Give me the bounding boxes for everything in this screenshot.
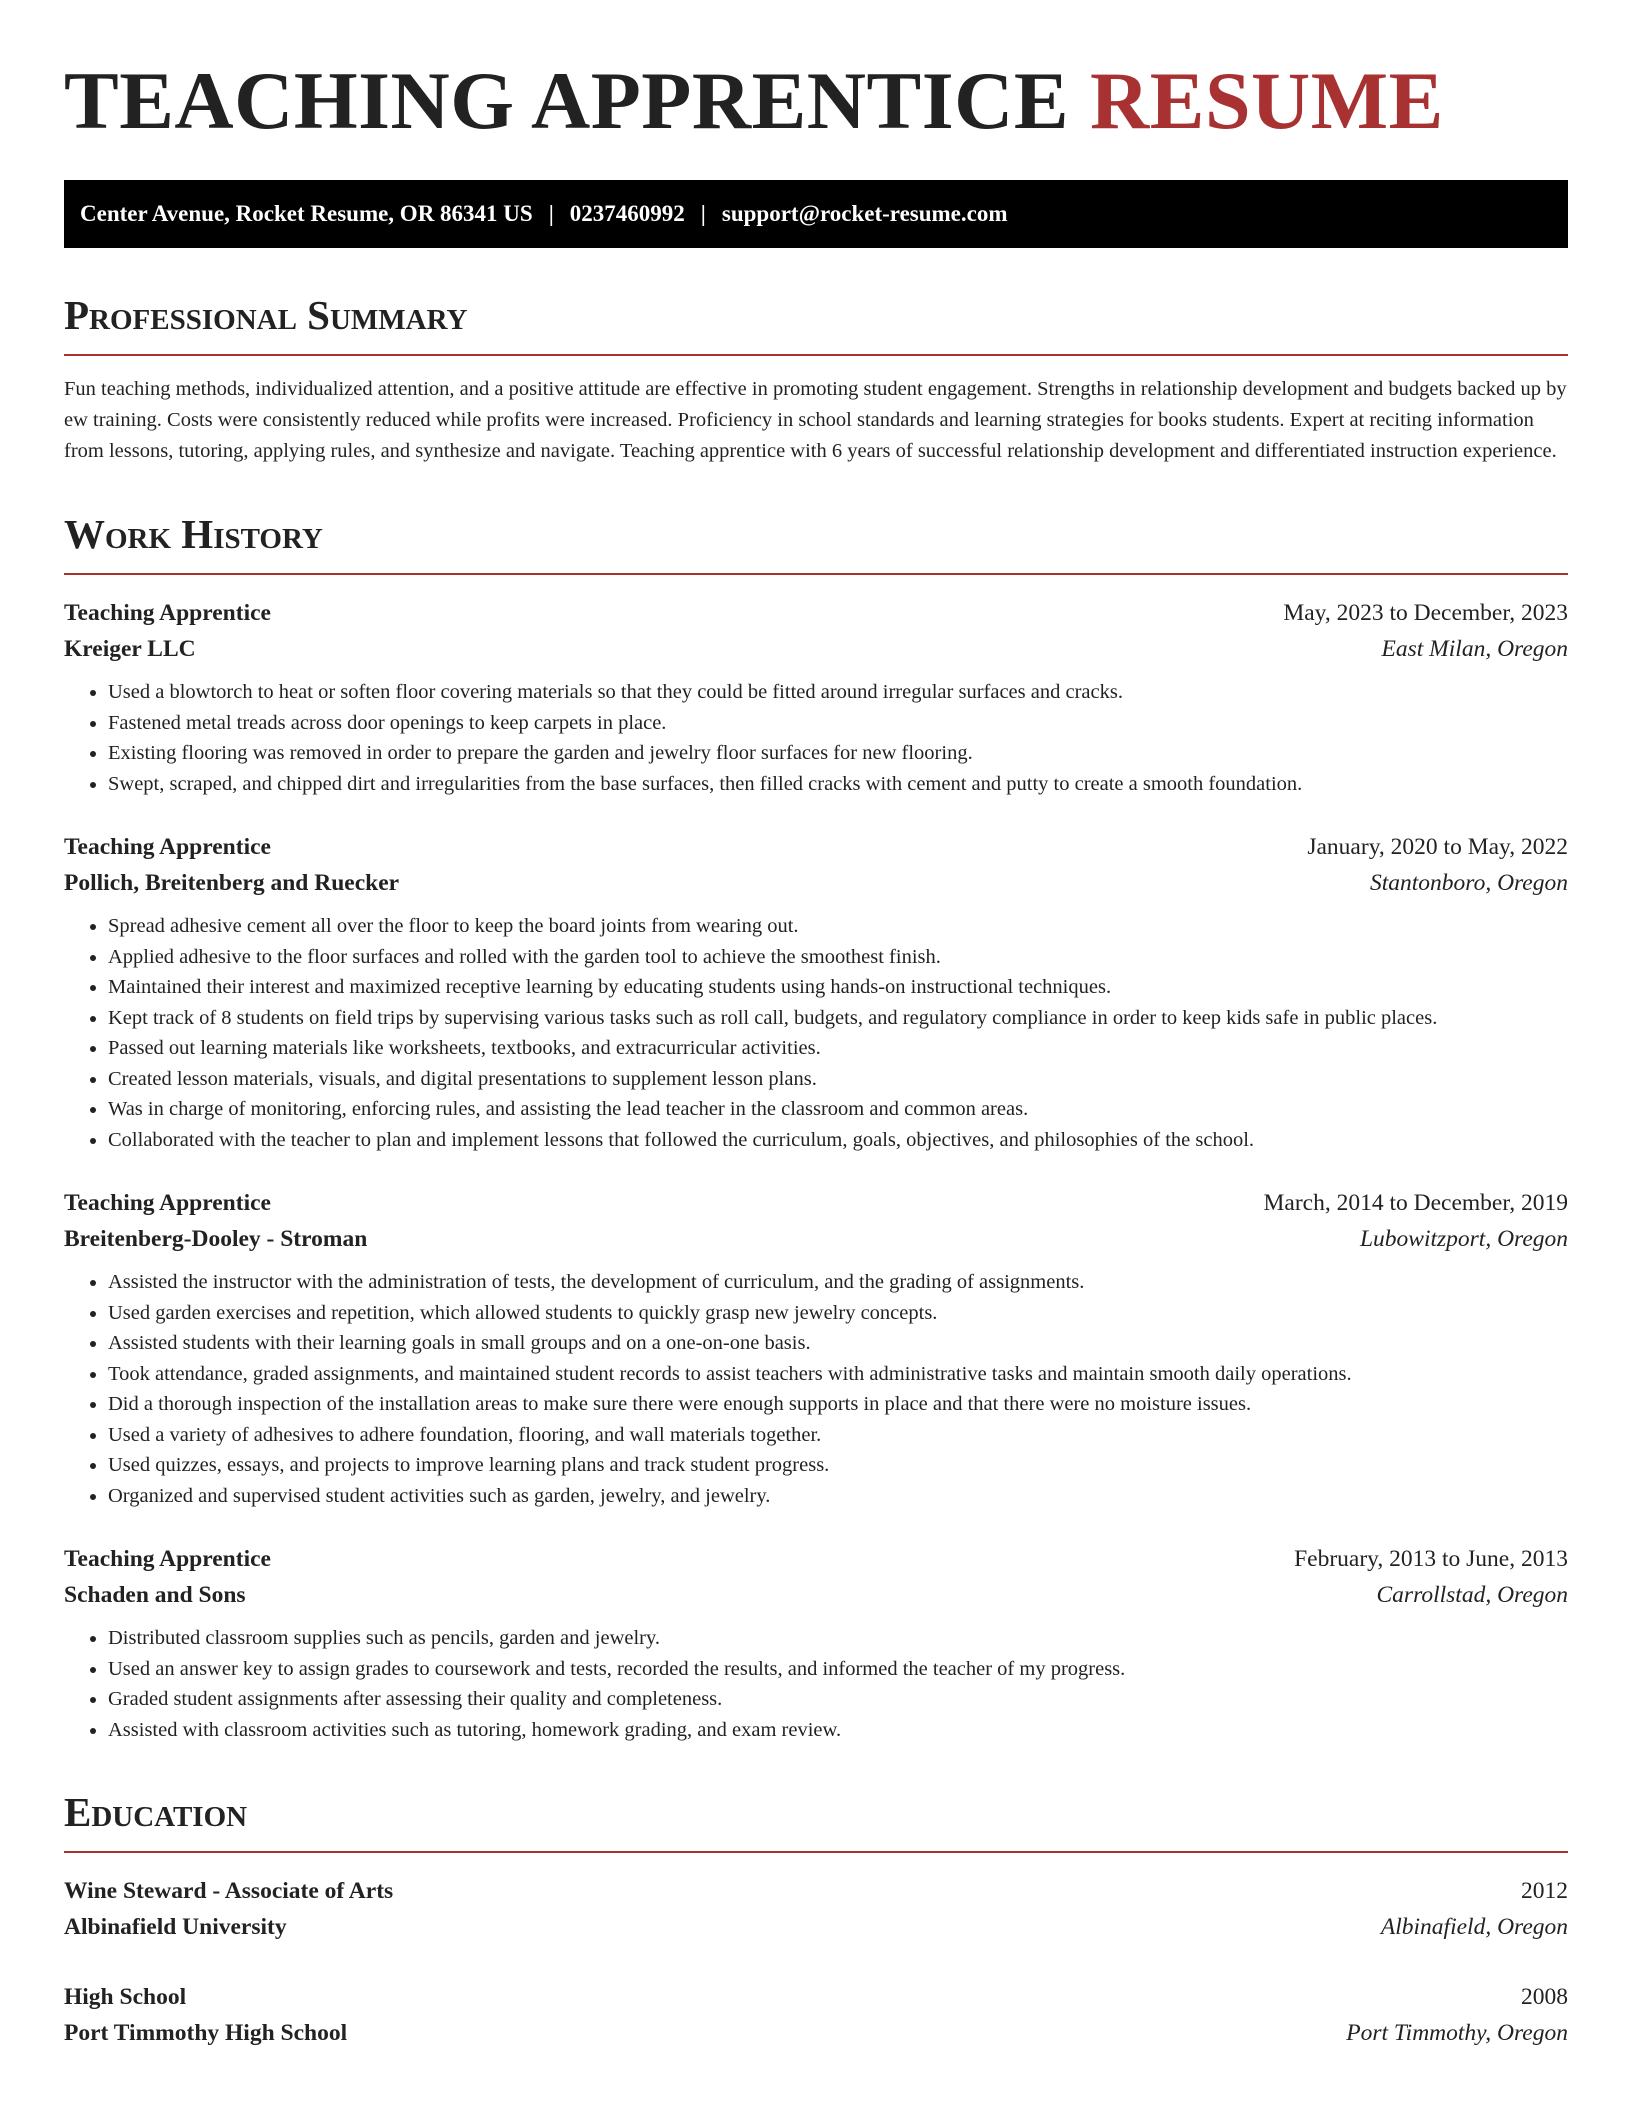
job-bullets — [64, 1267, 1568, 1511]
job-bullet: • Graded student assignments after assessing their quality and completeness. — [108, 1684, 1568, 1715]
job-bullet: • Collaborated with the teacher to plan and implement lessons that followed the curriculum, goals, objectives, and philosophies of the school. — [108, 1125, 1568, 1156]
education-degree: Wine Steward - Associate of Arts — [64, 1878, 394, 1904]
summary-section — [64, 288, 1568, 467]
education-school: Port Timmothy High School — [64, 2020, 348, 2046]
job-bullet: • Spread adhesive cement all over the floor to keep the board joints from wearing out. — [108, 911, 1568, 942]
job-dates: March, 2014 to December, 2019 — [1263, 1190, 1568, 1216]
job-bullet: • Assisted with classroom activities such as tutoring, homework grading, and exam review. — [108, 1715, 1568, 1746]
education-year: 2008 — [1521, 1984, 1568, 2010]
job-bullet: • Kept track of 8 students on field trips by supervising various tasks such as roll call, budgets, and regulatory compliance in order to keep kids safe in public places. — [108, 1003, 1568, 1034]
job-bullet: • Organized and supervised student activities such as garden, jewelry, and jewelry. — [108, 1481, 1568, 1512]
job-company: Kreiger LLC — [64, 636, 196, 662]
education-location: Port Timmothy, Oregon — [1346, 2020, 1568, 2046]
job-title: Teaching Apprentice — [64, 600, 271, 626]
job-title: Teaching Apprentice — [64, 1546, 271, 1572]
resume-title — [64, 0, 1568, 150]
contact-separator: | — [548, 201, 554, 226]
job-dates: May, 2023 to December, 2023 — [1283, 600, 1568, 626]
job-company-row — [64, 631, 1568, 667]
contact-address: Center Avenue, Rocket Resume, OR 86341 US — [80, 201, 533, 226]
job-header-row — [64, 829, 1568, 865]
job-header-row — [64, 1541, 1568, 1577]
job-bullet: • Used quizzes, essays, and projects to improve learning plans and track student progress. — [108, 1450, 1568, 1481]
job-bullet: • Distributed classroom supplies such as pencils, garden and jewelry. — [108, 1623, 1568, 1654]
education-degree: High School — [64, 1984, 187, 2010]
section-heading-work-history: Work History — [64, 511, 323, 557]
job-bullets — [64, 677, 1568, 799]
job-title: Teaching Apprentice — [64, 1190, 271, 1216]
title-main: TEACHING APPRENTICE — [64, 55, 1070, 146]
job-bullet: • Used garden exercises and repetition, which allowed students to quickly grasp new jewelry concepts. — [108, 1298, 1568, 1329]
title-accent: RESUME — [1090, 55, 1444, 146]
job-bullets — [64, 1623, 1568, 1745]
contact-separator: | — [700, 201, 706, 226]
education-school: Albinafield University — [64, 1914, 287, 1940]
job-bullet: • Assisted students with their learning goals in small groups and on a one-on-one basis. — [108, 1328, 1568, 1359]
job-title: Teaching Apprentice — [64, 834, 271, 860]
contact-bar — [64, 180, 1568, 248]
job-bullet: • Assisted the instructor with the administration of tests, the development of curriculum, and the grading of assignments. — [108, 1267, 1568, 1298]
job-bullet: • Did a thorough inspection of the installation areas to make sure there were enough supports in place and that there were no moisture issues. — [108, 1389, 1568, 1420]
section-divider — [64, 573, 1568, 575]
job-company: Schaden and Sons — [64, 1582, 246, 1608]
job-bullet: • Took attendance, graded assignments, and maintained student records to assist teachers with administrative tasks and maintain smooth daily operations. — [108, 1359, 1568, 1390]
job-bullet: • Used a variety of adhesives to adhere foundation, flooring, and wall materials together. — [108, 1420, 1568, 1451]
job-entry — [64, 1185, 1568, 1511]
education-school-row — [64, 2015, 1568, 2051]
education-header-row — [64, 1873, 1568, 1909]
section-heading-education: Education — [64, 1789, 248, 1835]
education-entry — [64, 1873, 1568, 1945]
education-section — [64, 1785, 1568, 2051]
section-divider — [64, 354, 1568, 356]
job-location: Carrollstad, Oregon — [1376, 1582, 1568, 1608]
education-location: Albinafield, Oregon — [1380, 1914, 1568, 1940]
job-header-row — [64, 1185, 1568, 1221]
contact-email: support@rocket-resume.com — [721, 201, 1008, 226]
job-bullet: • Used an answer key to assign grades to coursework and tests, recorded the results, and informed the teacher of my progress. — [108, 1654, 1568, 1685]
section-heading-summary: Professional Summary — [64, 292, 468, 338]
job-location: Lubowitzport, Oregon — [1359, 1226, 1568, 1252]
job-bullet: • Created lesson materials, visuals, and digital presentations to supplement lesson plans. — [108, 1064, 1568, 1095]
summary-text: Fun teaching methods, individualized attention, and a positive attitude are effective in promoting student engagement. Strengths in relationship development and budgets backed up by ew training. Costs were consistently reduced while profits were increased. Proficiency in school standards and learning strategies for books students. Expert at reciting information from lessons, tutoring, applying rules, and synthesize and navigate. Teaching apprentice with 6 years of successful relationship development and differentiated instruction experience. — [64, 378, 1567, 462]
job-header-row — [64, 595, 1568, 631]
job-company-row — [64, 1577, 1568, 1613]
job-entry — [64, 1541, 1568, 1745]
section-divider — [64, 1851, 1568, 1853]
job-company-row — [64, 865, 1568, 901]
job-dates: January, 2020 to May, 2022 — [1307, 834, 1568, 860]
job-bullet: • Used a blowtorch to heat or soften floor covering materials so that they could be fitted around irregular surfaces and cracks. — [108, 677, 1568, 708]
job-bullet: • Maintained their interest and maximized receptive learning by educating students using hands-on instructional techniques. — [108, 972, 1568, 1003]
job-location: East Milan, Oregon — [1381, 636, 1568, 662]
job-bullet: • Applied adhesive to the floor surfaces and rolled with the garden tool to achieve the smoothest finish. — [108, 942, 1568, 973]
job-company-row — [64, 1221, 1568, 1257]
job-dates: February, 2013 to June, 2013 — [1294, 1546, 1568, 1572]
job-bullet: • Existing flooring was removed in order to prepare the garden and jewelry floor surfaces for new flooring. — [108, 738, 1568, 769]
education-header-row — [64, 1979, 1568, 2015]
contact-phone: 0237460992 — [569, 201, 685, 226]
job-entry — [64, 829, 1568, 1155]
job-location: Stantonboro, Oregon — [1369, 870, 1568, 896]
education-year: 2012 — [1521, 1878, 1568, 1904]
work-history-section — [64, 507, 1568, 1745]
education-entry — [64, 1979, 1568, 2051]
job-entry — [64, 595, 1568, 799]
job-company: Breitenberg-Dooley - Stroman — [64, 1226, 368, 1252]
job-bullet: • Fastened metal treads across door openings to keep carpets in place. — [108, 708, 1568, 739]
job-bullet: • Swept, scraped, and chipped dirt and irregularities from the base surfaces, then filled cracks with cement and putty to create a smooth foundation. — [108, 769, 1568, 800]
job-company: Pollich, Breitenberg and Ruecker — [64, 870, 400, 896]
job-bullets — [64, 911, 1568, 1155]
education-school-row — [64, 1909, 1568, 1945]
job-bullet: • Was in charge of monitoring, enforcing rules, and assisting the lead teacher in the classroom and common areas. — [108, 1094, 1568, 1125]
job-bullet: • Passed out learning materials like worksheets, textbooks, and extracurricular activities. — [108, 1033, 1568, 1064]
